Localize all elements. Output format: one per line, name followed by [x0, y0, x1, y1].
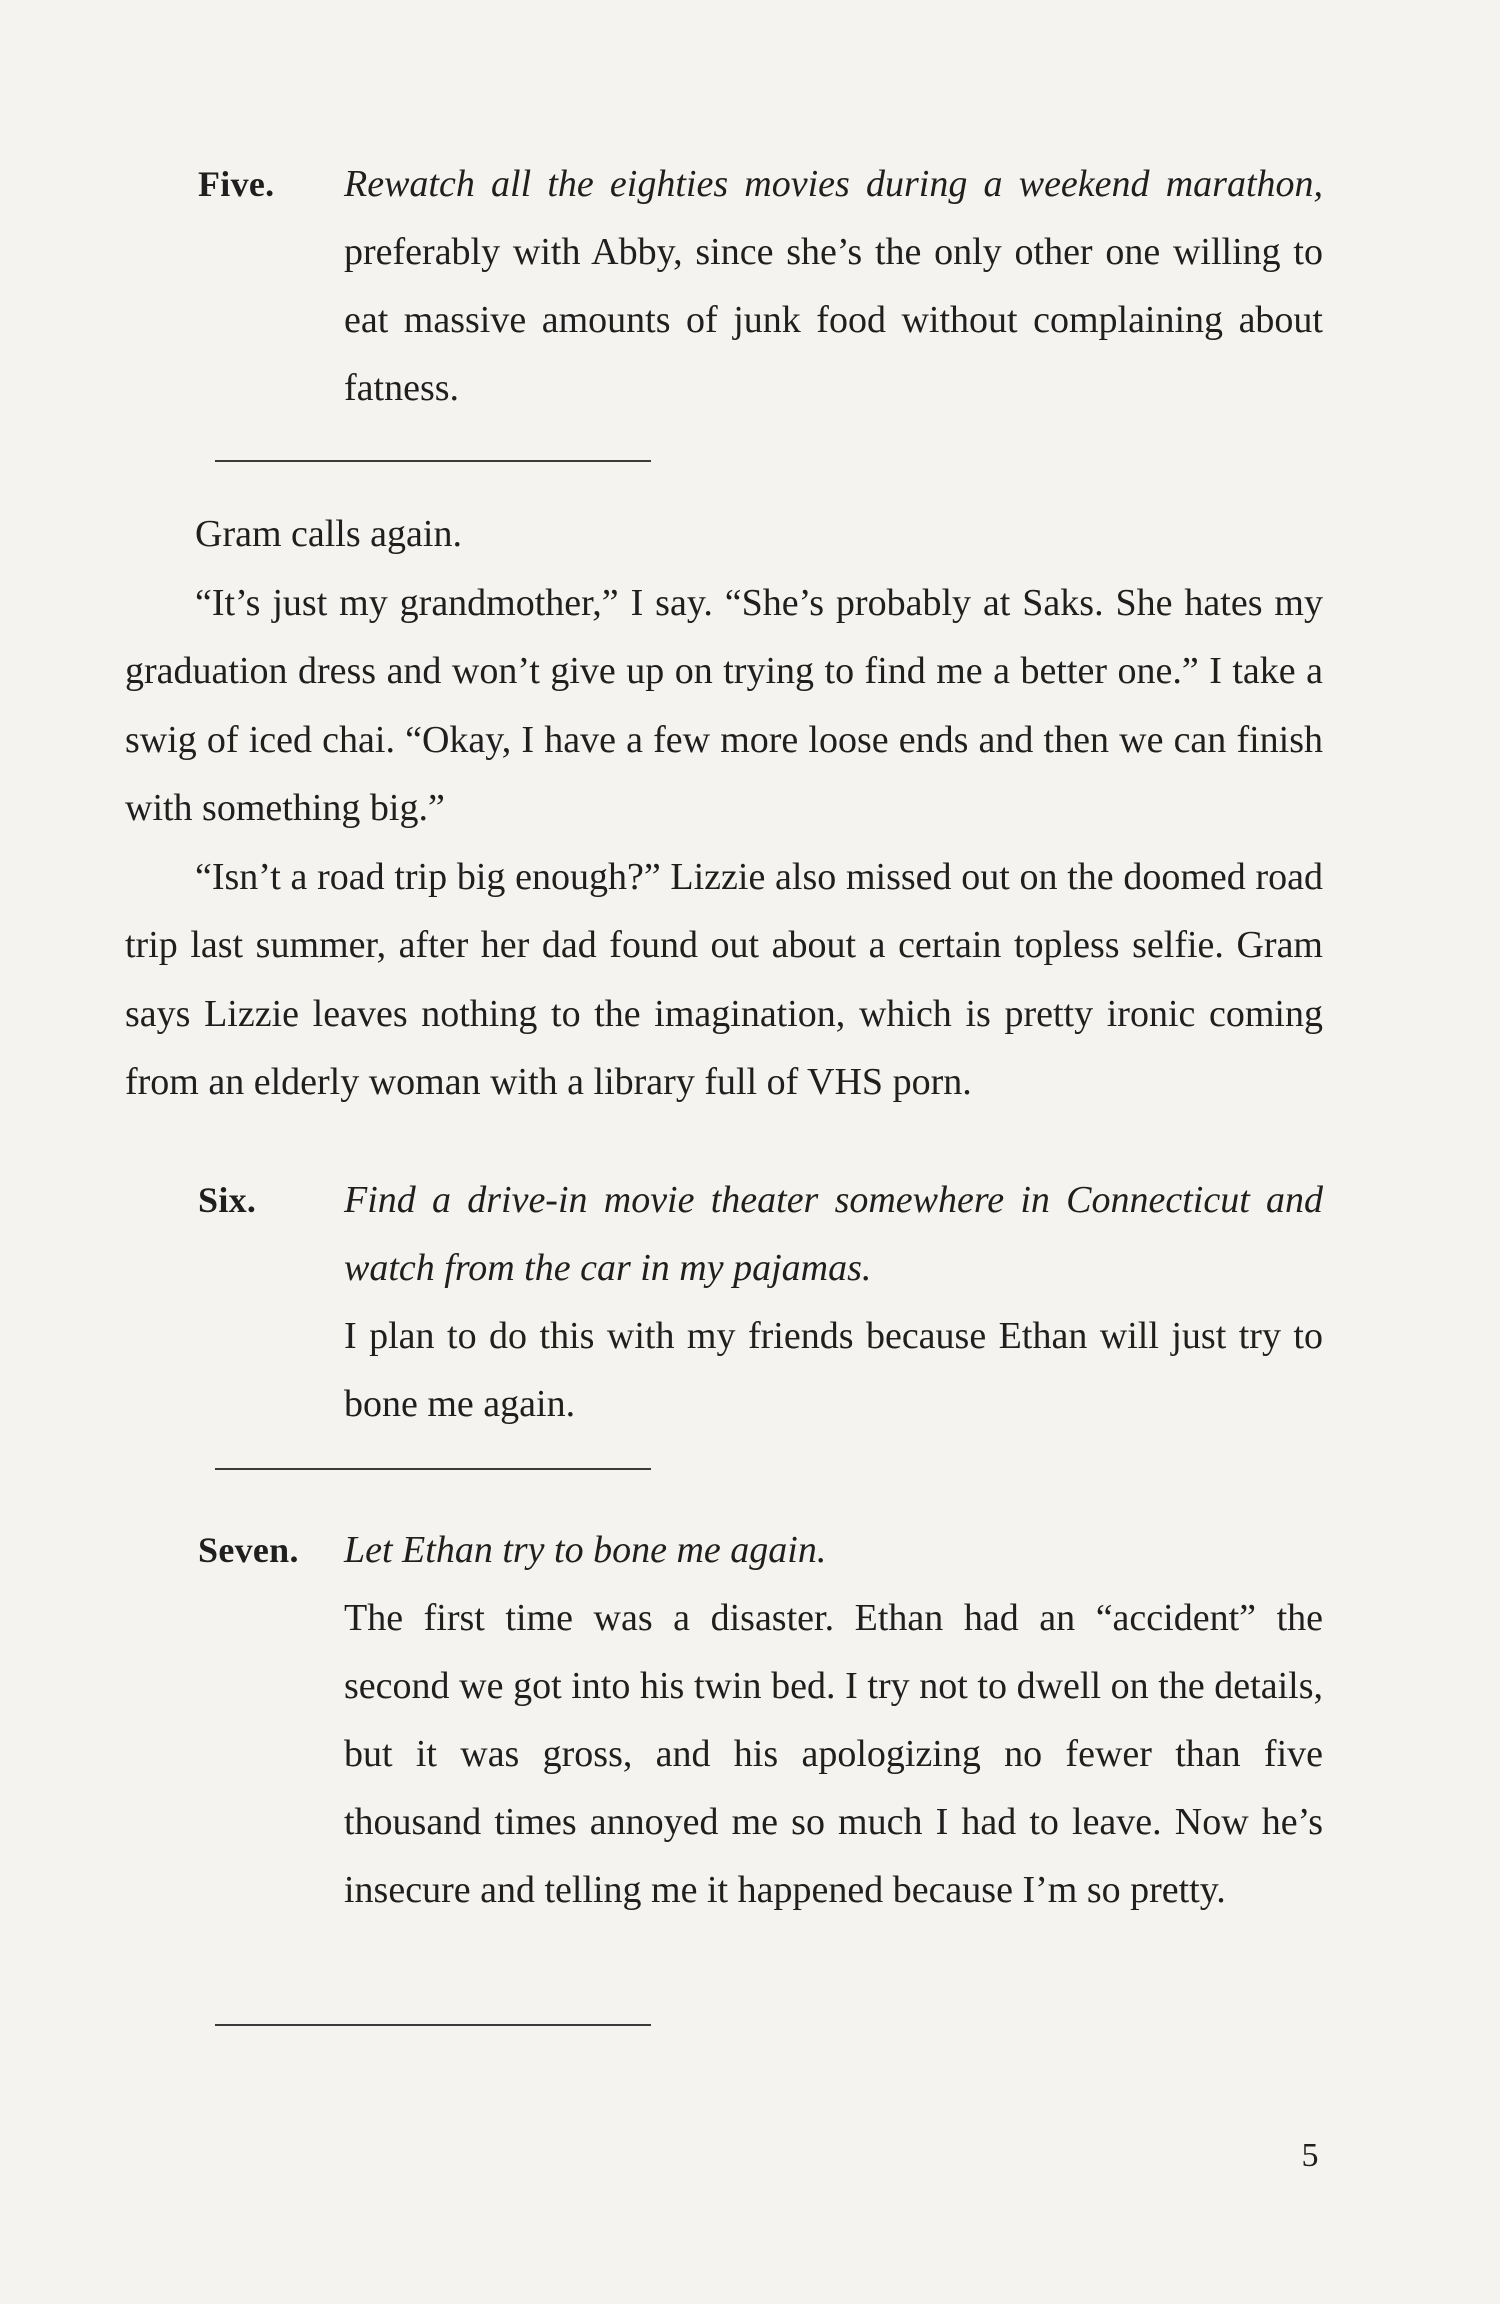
paragraph: “It’s just my grandmother,” I say. “She’s probably at Saks. She hates my graduation dress and won’t give up on trying to find me a better one.” I take a swig of iced chai. “Okay, I have a few more loose ends and then we can finish with something big.” [125, 581, 1323, 829]
item-label: Five. [198, 164, 275, 204]
prose-block [125, 500, 1323, 1117]
item-title: Rewatch all the eighties movies during a weekend marathon, [344, 163, 1323, 205]
item-body [344, 1516, 1323, 1924]
section-divider [215, 1468, 651, 1470]
item-title: Let Ethan try to bone me again. [344, 1529, 827, 1571]
item-note: I plan to do this with my friends because Ethan will just try to bone me again. [344, 1315, 1323, 1425]
paragraph: “Isn’t a road trip big enough?” Lizzie also missed out on the doomed road trip last summer, after her dad found out about a certain topless selfie. Gram says Lizzie leaves nothing to the imagination, which is pretty ironic coming from an elderly woman with a library full of VHS porn. [125, 855, 1323, 1103]
item-note: The first time was a disaster. Ethan had an “accident” the second we got into his twin bed. I try not to dwell on the details, but it was gross, and his apologizing no fewer than five thousand times annoyed me so much I had to leave. Now he’s insecure and telling me it happened because I’m so pretty. [344, 1597, 1323, 1911]
paragraph: Gram calls again. [195, 513, 462, 555]
item-body [344, 150, 1323, 422]
page-number: 5 [1301, 2137, 1319, 2174]
item-label: Seven. [198, 1530, 299, 1570]
item-label: Six. [198, 1180, 257, 1220]
item-title: Find a drive-in movie theater somewhere in Connecticut and watch from the car in my pajamas. [344, 1179, 1323, 1289]
section-divider [215, 460, 651, 462]
item-body [344, 1166, 1323, 1438]
section-divider [215, 2024, 651, 2026]
item-note: preferably with Abby, since she’s the only other one willing to eat massive amounts of junk food without complaining about fatness. [344, 231, 1323, 409]
